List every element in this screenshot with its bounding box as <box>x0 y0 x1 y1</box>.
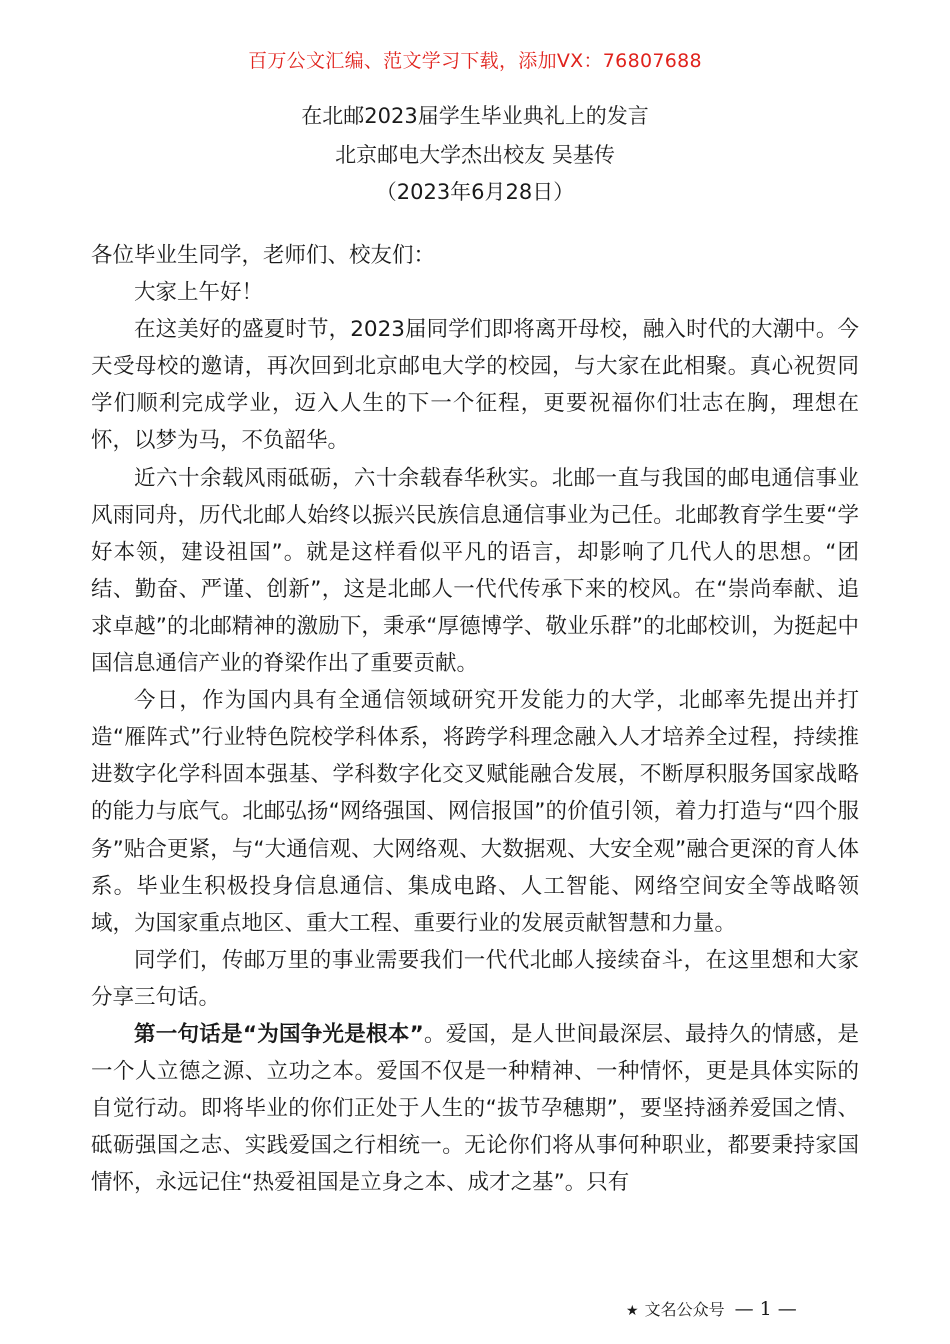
speech-author: 北京邮电大学杰出校友 吴基传 <box>335 143 615 167</box>
paragraph-4: 同学们，传邮万里的事业需要我们一代代北邮人接续奋斗，在这里想和大家分享三句话。 <box>91 947 859 1010</box>
paragraph-1: 在这美好的盛夏时节，2023届同学们即将离开母校，融入时代的大潮中。今天受母校的邀请，再次回到北京邮电大学的校园，与大家在此相聚。真心祝贺同学们顺利完成学业，迈入人生的下一个征程，更要祝福你们壮志在胸，理想在怀，以梦为马，不负韶华。 <box>91 317 859 454</box>
star-icon: ★ <box>626 1303 639 1319</box>
footer-label: 文名公众号 <box>644 1300 725 1319</box>
speech-body <box>91 237 859 1201</box>
page-footer <box>626 1297 797 1320</box>
page-number: — 1 — <box>734 1298 797 1320</box>
paragraph-5-heading: 第一句话是“为国争光是根本” <box>134 1021 424 1047</box>
salutation: 各位毕业生同学，老师们、校友们： <box>91 243 436 268</box>
greeting: 大家上午好！ <box>134 280 264 306</box>
paragraph-5 <box>91 1016 859 1201</box>
speech-title: 在北邮2023届学生毕业典礼上的发言 <box>301 104 649 128</box>
speech-date: （2023年6月28日） <box>375 180 575 204</box>
paragraph-2: 近六十余载风雨砥砺，六十余载春华秋实。北邮一直与我国的邮电通信事业风雨同舟，历代北邮人始终以振兴民族信息通信事业为己任。北邮教育学生要“学好本领，建设祖国”。就是这样看似平凡的语言，却影响了几代人的思想。“团结、勤奋、严谨、创新”，这是北邮人一代代传承下来的校风。在“崇尚奉献、追求卓越”的北邮精神的激励下，秉承“厚德博学、敬业乐群”的北邮校训，为挺起中国信息通信产业的脊梁作出了重要贡献。 <box>91 465 859 677</box>
promo-banner: 百万公文汇编、范文学习下载，添加VX：76807688 <box>248 50 702 72</box>
paragraph-3: 今日，作为国内具有全通信领域研究开发能力的大学，北邮率先提出并打造“雁阵式”行业特色院校学科体系，将跨学科理念融入人才培养全过程，持续推进数字化学科固本强基、学科数字化交叉赋能融合发展，不断厚积服务国家战略的能力与底气。北邮弘扬“网络强国、网信报国”的价值引领，着力打造与“四个服务”贴合更紧，与“大通信观、大网络观、大数据观、大安全观”融合更深的育人体系。毕业生积极投身信息通信、集成电路、人工智能、网络空间安全等战略领域，为国家重点地区、重大工程、重要行业的发展贡献智慧和力量。 <box>91 688 859 936</box>
paragraph-5-text: 。爱国，是人世间最深层、最持久的情感，是一个人立德之源、立功之本。爱国不仅是一种精神、一种情怀，更是具体实际的自觉行动。即将毕业的你们正处于人生的“拔节孕穗期”，要坚持涵养爱国之情、砥砺强国之志、实践爱国之行相统一。无论你们将从事何种职业，都要秉持家国情怀，永远记住“热爱祖国是立身之本、成才之基”。只有 <box>91 1021 859 1196</box>
